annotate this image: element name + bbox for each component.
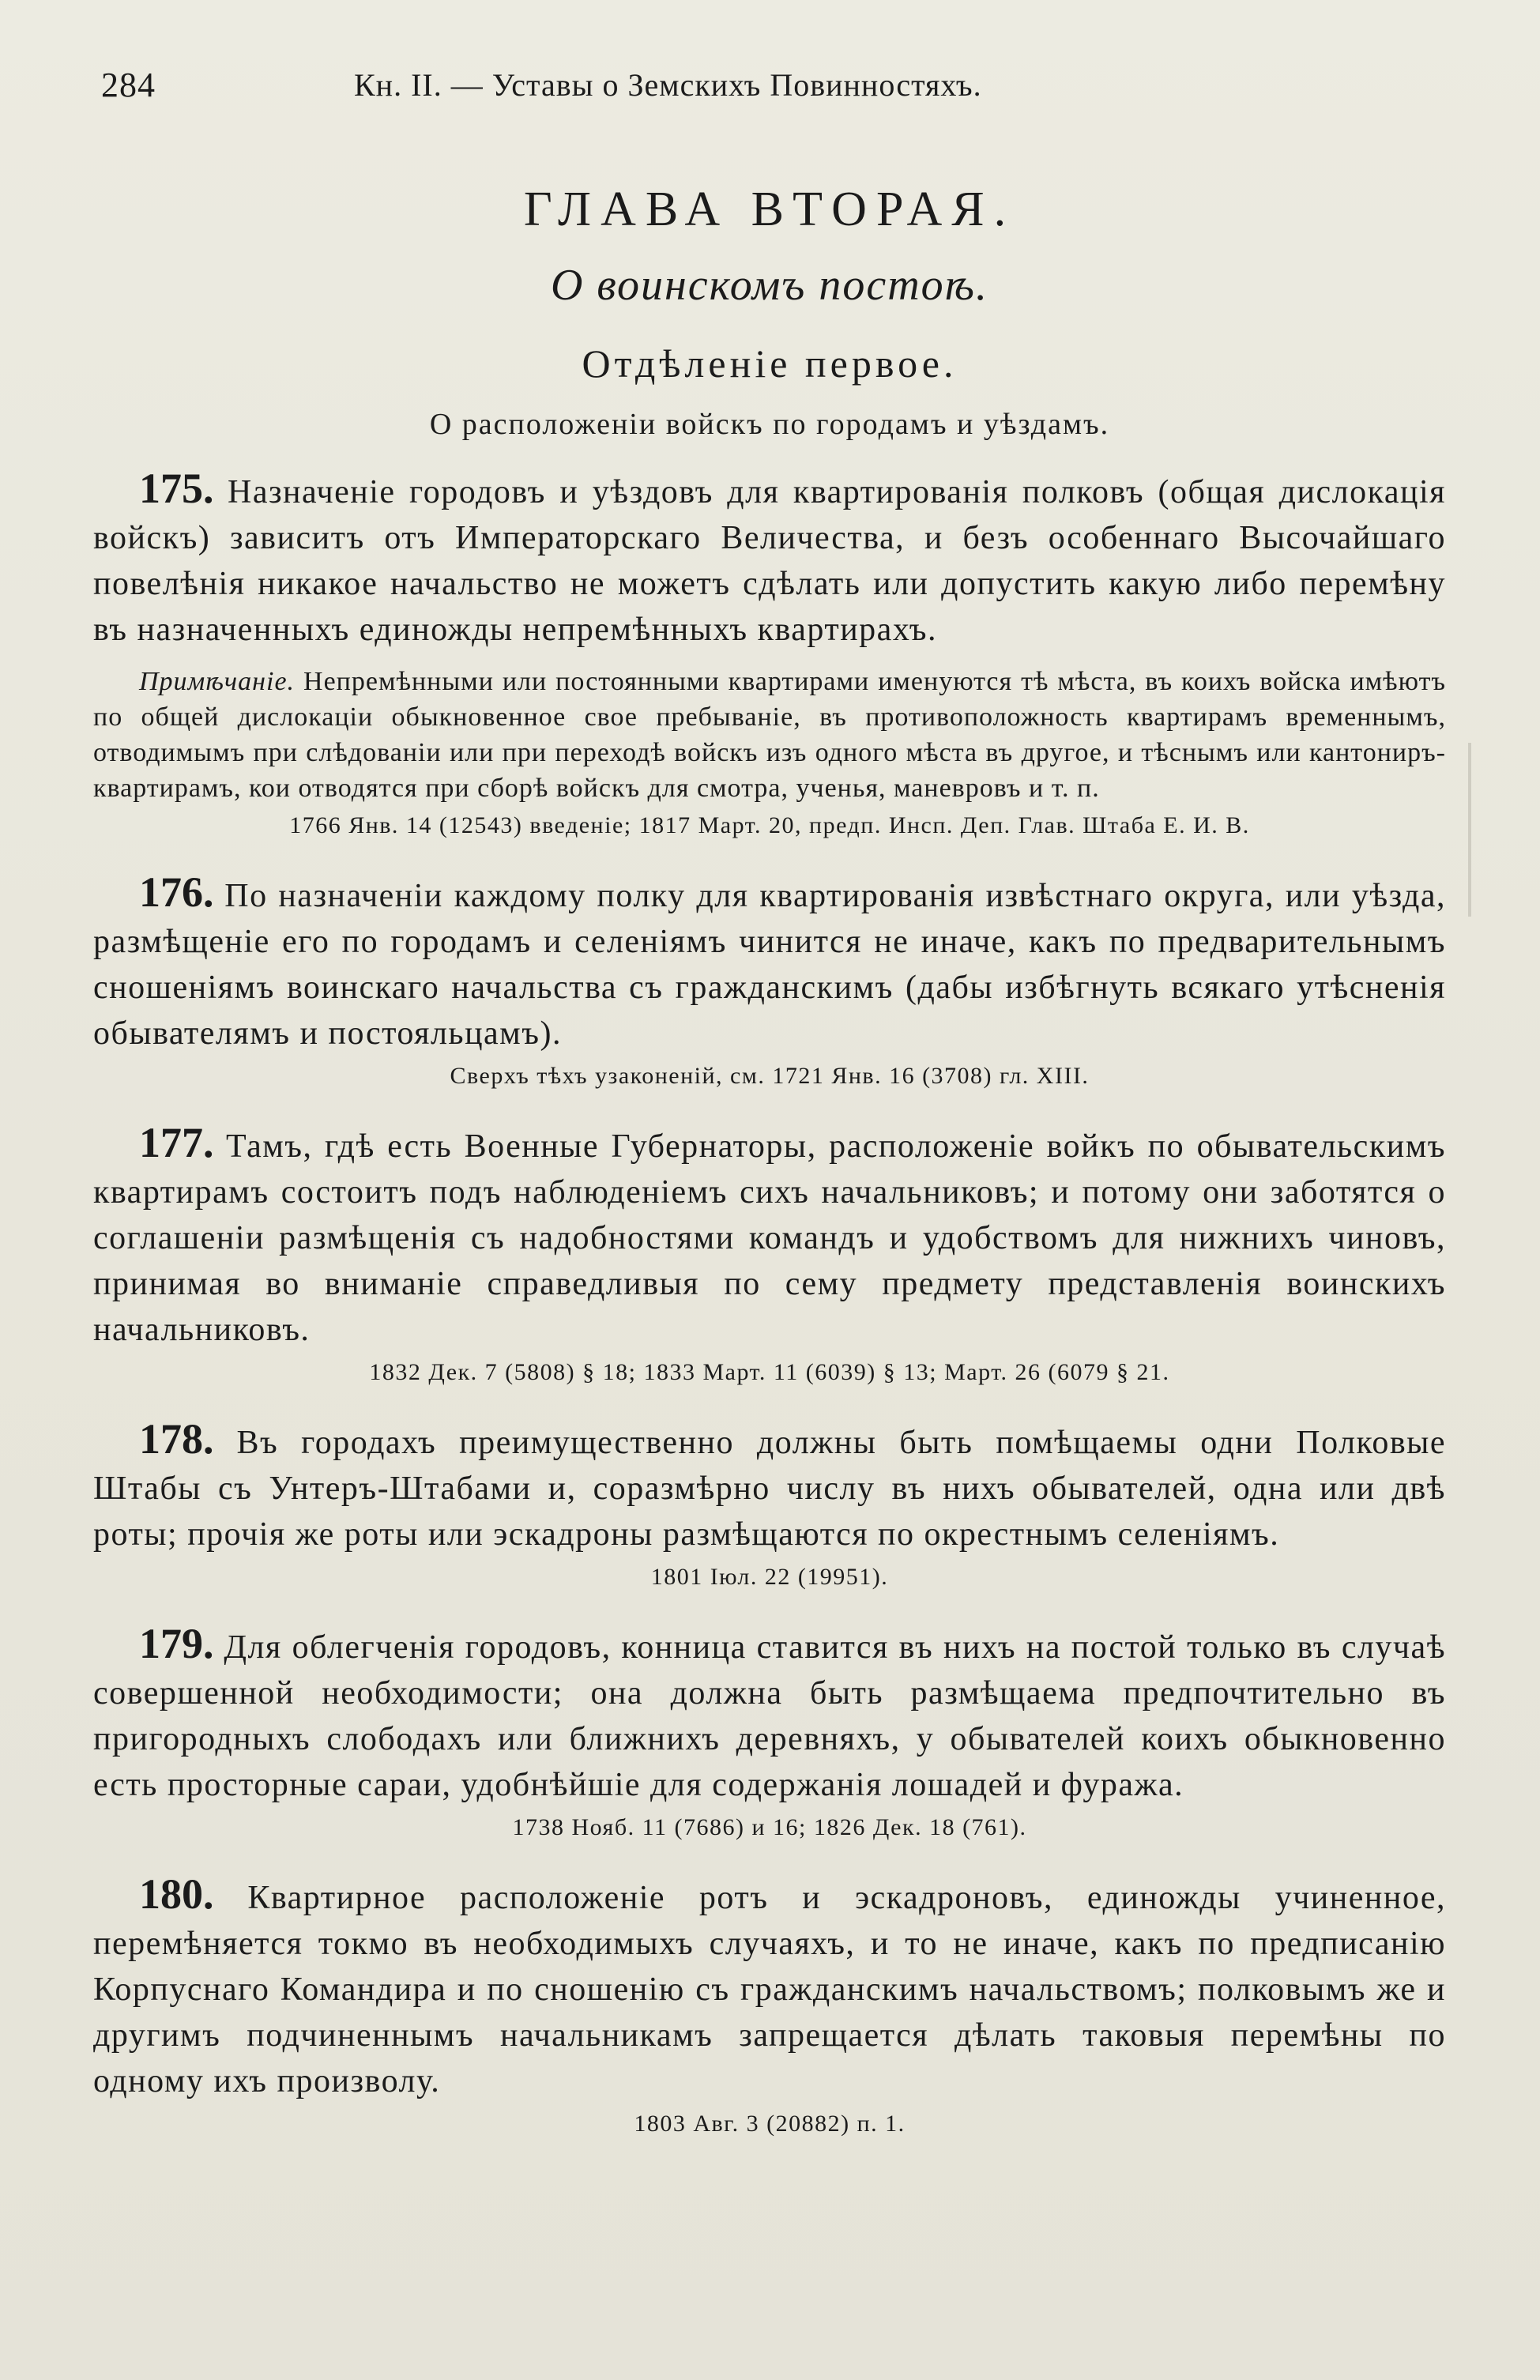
article-body: Тамъ, гдѣ есть Военные Губернаторы, расположеніе войкъ по обывательскимъ квартирамъ состоитъ подъ наблюденіемъ сихъ начальниковъ; и потому они заботятся о соглашеніи размѣщенія съ надобностями командъ и удобствомъ для нижнихъ чиновъ, принимая во вниманіе справедливыя по сему предмету представленія воинскихъ начальниковъ.	[93, 1128, 1446, 1348]
running-head	[93, 55, 1446, 126]
article-note	[93, 664, 1446, 806]
article-number: 178.	[139, 1415, 214, 1463]
article-source: Сверхъ тѣхъ узаконеній, см. 1721 Янв. 16 (3708) гл. XIII.	[450, 1063, 1090, 1089]
article-source: 1766 Янв. 14 (12543) введеніе; 1817 Март. 20, предп. Инсп. Деп. Глав. Штаба Е. И. В.	[289, 812, 1250, 838]
chapter-title: ГЛАВА ВТОРАЯ.	[523, 183, 1016, 236]
note-body: Непремѣнными или постоянными квартирами именуются тѣ мѣста, въ коихъ войска имѣютъ по общей дислокаціи обыкновенное свое пребываніе, въ противоположность квартирамъ временнымъ, отводимымъ при слѣдованіи или при переходѣ войскъ изъ одного мѣста въ другое, и тѣснымъ или кантониръ-квартирамъ, кои отводятся при сборѣ войскъ для смотра, ученья, маневровъ и т. п.	[93, 667, 1447, 803]
note-label: Примѣчаніе.	[139, 667, 296, 696]
article-number: 180.	[139, 1870, 214, 1918]
article-176	[93, 869, 1446, 1093]
article-number: 175.	[139, 465, 214, 512]
article-180	[93, 1871, 1446, 2141]
division-title: Отдѣленіе первое.	[582, 341, 958, 386]
article-source: 1803 Авг. 3 (20882) п. 1.	[634, 2111, 906, 2137]
scan-edge-mark	[1468, 743, 1471, 917]
article-body: По назначеніи каждому полку для квартированія извѣстнаго округа, или уѣзда, размѣщеніе его по городамъ и селеніямъ чинится не иначе, какъ по предварительнымъ сношеніямъ воинскаго начальства съ гражданскимъ (дабы избѣгнуть всякаго утѣсненія обывателямъ и постояльцамъ).	[93, 878, 1446, 1052]
article-number: 176.	[139, 868, 214, 916]
page-number: 284	[101, 66, 156, 104]
article-body: Въ городахъ преимущественно должны быть помѣщаемы одни Полковые Штабы съ Унтеръ-Штабами и, соразмѣрно числу въ нихъ обывателей, одна или двѣ роты; прочія же роты или эскадроны размѣщаются по окрестнымъ селеніямъ.	[93, 1425, 1447, 1553]
article-text	[93, 869, 1446, 1056]
article-text	[93, 1621, 1446, 1808]
article-179	[93, 1621, 1446, 1844]
article-text	[93, 1416, 1446, 1557]
article-text	[93, 1120, 1446, 1353]
article-number: 177.	[139, 1119, 214, 1166]
article-text	[93, 465, 1446, 653]
division-subtitle: О расположеніи войскъ по городамъ и уѣздамъ.	[429, 408, 1110, 441]
chapter-subtitle: О воинскомъ постоѣ.	[550, 261, 989, 310]
article-178	[93, 1416, 1446, 1594]
article-text	[93, 1871, 1446, 2104]
page-content	[93, 55, 1446, 2141]
running-head-title: Кн. II. — Уставы о Земскихъ Повинностяхъ.	[354, 67, 982, 103]
article-body: Назначеніе городовъ и уѣздовъ для квартированія полковъ (общая дислокація войскъ) зависитъ отъ Императорскаго Величества, и безъ особеннаго Высочайшаго повелѣнія никакое начальство не можетъ сдѣлать или допустить какую либо перемѣну въ назначенныхъ единожды непремѣнныхъ квартирахъ.	[93, 474, 1446, 648]
article-number: 179.	[139, 1620, 214, 1667]
article-175	[93, 465, 1446, 842]
article-body: Для облегченія городовъ, конница ставится въ нихъ на постой только въ случаѣ совершенной необходимости; она должна быть размѣщаема предпочтительно въ пригородныхъ слободахъ или ближнихъ деревняхъ, у обывателей коихъ обыкновенно есть просторные сараи, удобнѣйшіе для содержанія лошадей и фуража.	[93, 1629, 1447, 1803]
article-177	[93, 1120, 1446, 1389]
article-body: Квартирное расположеніе ротъ и эскадроновъ, единожды учиненное, перемѣняется токмо въ необходимыхъ случаяхъ, и то не иначе, какъ по предписанію Корпуснаго Командира и по сношенію съ гражданскимъ начальствомъ; полковымъ же и другимъ подчиненнымъ начальникамъ запрещается дѣлать таковыя перемѣны по одному ихъ произволу.	[93, 1880, 1447, 2099]
article-source: 1832 Дек. 7 (5808) § 18; 1833 Март. 11 (6039) § 13; Март. 26 (6079 § 21.	[369, 1359, 1170, 1385]
article-source: 1801 Іюл. 22 (19951).	[650, 1564, 889, 1590]
article-source: 1738 Нояб. 11 (7686) и 16; 1826 Дек. 18 (761).	[512, 1814, 1027, 1840]
